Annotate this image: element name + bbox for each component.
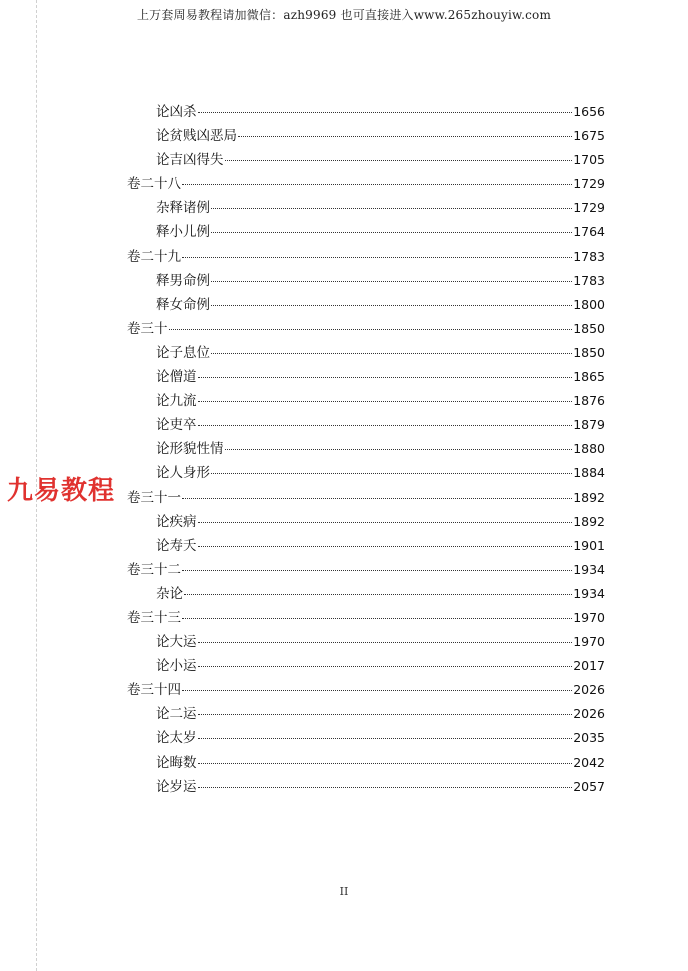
toc-entry-page-number: 1879 bbox=[573, 417, 605, 433]
toc-dot-leader bbox=[182, 257, 572, 258]
toc-entry-label: 释男命例 bbox=[156, 272, 210, 289]
toc-dot-leader bbox=[198, 787, 573, 788]
toc-entry-label: 论凶杀 bbox=[156, 104, 197, 120]
toc-entry-page-number: 2057 bbox=[573, 778, 605, 794]
toc-entry-label: 论吉凶得失 bbox=[156, 152, 224, 169]
toc-section-entry[interactable] bbox=[127, 751, 605, 775]
toc-dot-leader bbox=[198, 401, 573, 402]
toc-dot-leader bbox=[198, 112, 573, 113]
toc-section-entry[interactable] bbox=[127, 365, 605, 389]
toc-dot-leader bbox=[211, 353, 572, 354]
toc-entry-page-number: 1884 bbox=[573, 465, 605, 481]
toc-entry-label: 卷三十三 bbox=[127, 609, 181, 626]
toc-section-entry[interactable] bbox=[127, 775, 605, 799]
toc-dot-leader bbox=[211, 232, 572, 233]
toc-section-entry[interactable] bbox=[127, 148, 605, 172]
toc-entry-label: 论形貌性情 bbox=[156, 441, 224, 458]
toc-dot-leader bbox=[211, 281, 572, 282]
toc-dot-leader bbox=[198, 666, 573, 667]
toc-entry-page-number: 1656 bbox=[573, 104, 605, 119]
watermark-logo: 九易教程 bbox=[7, 476, 116, 506]
toc-entry-page-number: 1901 bbox=[573, 537, 605, 553]
toc-dot-leader bbox=[182, 498, 572, 499]
toc-dot-leader bbox=[211, 305, 572, 306]
toc-entry-page-number: 1675 bbox=[573, 128, 605, 144]
toc-entry-page-number: 1865 bbox=[573, 369, 605, 385]
toc-dot-leader bbox=[198, 738, 573, 739]
toc-section-entry[interactable] bbox=[127, 582, 605, 606]
toc-entry-page-number: 1880 bbox=[573, 441, 605, 457]
toc-entry-page-number: 1850 bbox=[573, 344, 605, 360]
toc-section-entry[interactable] bbox=[127, 461, 605, 485]
toc-volume-entry[interactable] bbox=[127, 172, 605, 196]
page-footer-number: II bbox=[339, 885, 349, 898]
toc-entry-page-number: 1934 bbox=[573, 585, 605, 601]
toc-entry-label: 论寿夭 bbox=[156, 537, 197, 554]
toc-entry-page-number: 1970 bbox=[573, 609, 605, 625]
toc-entry-page-number: 1800 bbox=[573, 296, 605, 312]
toc-section-entry[interactable] bbox=[127, 630, 605, 654]
toc-entry-label: 论贫贱凶恶局 bbox=[156, 128, 237, 145]
toc-entry-page-number: 2026 bbox=[573, 682, 605, 698]
toc-entry-page-number: 1876 bbox=[573, 393, 605, 409]
toc-volume-entry[interactable] bbox=[127, 486, 605, 510]
toc-entry-page-number: 1850 bbox=[573, 320, 605, 336]
toc-volume-entry[interactable] bbox=[127, 678, 605, 702]
toc-entry-label: 论九流 bbox=[156, 393, 197, 410]
toc-section-entry[interactable] bbox=[127, 100, 605, 124]
toc-dot-leader bbox=[225, 449, 573, 450]
toc-section-entry[interactable] bbox=[127, 124, 605, 148]
toc-section-entry[interactable] bbox=[127, 269, 605, 293]
toc-entry-label: 论岁运 bbox=[156, 778, 197, 795]
toc-dot-leader bbox=[198, 522, 573, 523]
toc-dot-leader bbox=[169, 329, 573, 330]
toc-dot-leader bbox=[238, 136, 572, 137]
toc-section-entry[interactable] bbox=[127, 702, 605, 726]
toc-entry-label: 论大运 bbox=[156, 634, 197, 651]
toc-dot-leader bbox=[225, 160, 573, 161]
toc-entry-label: 论僧道 bbox=[156, 369, 197, 386]
toc-section-entry[interactable] bbox=[127, 413, 605, 437]
toc-section-entry[interactable] bbox=[127, 437, 605, 461]
toc-dot-leader bbox=[182, 184, 572, 185]
toc-entry-page-number: 1892 bbox=[573, 513, 605, 529]
toc-section-entry[interactable] bbox=[127, 220, 605, 244]
toc-dot-leader bbox=[198, 425, 573, 426]
toc-volume-entry[interactable] bbox=[127, 317, 605, 341]
toc-entry-label: 卷三十二 bbox=[127, 561, 181, 578]
toc-section-entry[interactable] bbox=[127, 534, 605, 558]
toc-entry-page-number: 1729 bbox=[573, 176, 605, 192]
toc-dot-leader bbox=[198, 714, 573, 715]
toc-entry-label: 论晦数 bbox=[156, 754, 197, 771]
toc-entry-page-number: 1892 bbox=[573, 489, 605, 505]
toc-entry-label: 释小儿例 bbox=[156, 224, 210, 241]
page-header: 上万套周易教程请加微信：azh9969 也可直接进入www.265zhouyiw.com bbox=[136, 8, 552, 22]
toc-volume-entry[interactable] bbox=[127, 245, 605, 269]
toc-dot-leader bbox=[211, 473, 572, 474]
toc-entry-label: 释女命例 bbox=[156, 296, 210, 313]
toc-dot-leader bbox=[198, 763, 573, 764]
toc-section-entry[interactable] bbox=[127, 293, 605, 317]
toc-entry-label: 论吏卒 bbox=[156, 417, 197, 434]
toc-entry-page-number: 1783 bbox=[573, 272, 605, 288]
toc-dot-leader bbox=[184, 594, 572, 595]
toc-dot-leader bbox=[198, 642, 573, 643]
toc-entry-label: 论人身形 bbox=[156, 465, 210, 482]
toc-volume-entry[interactable] bbox=[127, 606, 605, 630]
toc-entry-label: 论子息位 bbox=[156, 344, 210, 361]
toc-entry-page-number: 2042 bbox=[573, 754, 605, 770]
toc-entry-label: 论太岁 bbox=[156, 730, 197, 747]
toc-entry-page-number: 1970 bbox=[573, 634, 605, 650]
toc-section-entry[interactable] bbox=[127, 389, 605, 413]
toc-entry-label: 卷二十九 bbox=[127, 248, 181, 265]
toc-entry-label: 卷三十 bbox=[127, 320, 168, 337]
toc-dot-leader bbox=[198, 377, 573, 378]
toc-entry-label: 卷三十一 bbox=[127, 489, 181, 506]
toc-entry-page-number: 1934 bbox=[573, 561, 605, 577]
toc-dot-leader bbox=[211, 208, 572, 209]
toc-entry-label: 卷三十四 bbox=[127, 682, 181, 699]
toc-entry-page-number: 2026 bbox=[573, 706, 605, 722]
toc-entry-label: 杂释诸例 bbox=[156, 200, 210, 217]
toc-entry-label: 论疾病 bbox=[156, 513, 197, 530]
table-of-contents bbox=[127, 100, 605, 799]
toc-entry-page-number: 2035 bbox=[573, 730, 605, 746]
toc-entry-page-number: 1783 bbox=[573, 248, 605, 264]
toc-dot-leader bbox=[182, 690, 572, 691]
toc-dot-leader bbox=[182, 570, 572, 571]
toc-section-entry[interactable] bbox=[127, 654, 605, 678]
toc-entry-page-number: 1729 bbox=[573, 200, 605, 216]
toc-entry-page-number: 2017 bbox=[573, 658, 605, 674]
toc-dot-leader bbox=[182, 618, 572, 619]
toc-entry-label: 卷二十八 bbox=[127, 176, 181, 193]
toc-section-entry[interactable] bbox=[127, 510, 605, 534]
toc-entry-label: 论小运 bbox=[156, 658, 197, 675]
toc-entry-label: 论二运 bbox=[156, 706, 197, 723]
toc-section-entry[interactable] bbox=[127, 341, 605, 365]
toc-section-entry[interactable] bbox=[127, 726, 605, 750]
toc-entry-page-number: 1705 bbox=[573, 152, 605, 168]
toc-entry-page-number: 1764 bbox=[573, 224, 605, 240]
toc-entry-label: 杂论 bbox=[156, 585, 183, 602]
toc-volume-entry[interactable] bbox=[127, 558, 605, 582]
toc-dot-leader bbox=[198, 546, 573, 547]
toc-section-entry[interactable] bbox=[127, 196, 605, 220]
